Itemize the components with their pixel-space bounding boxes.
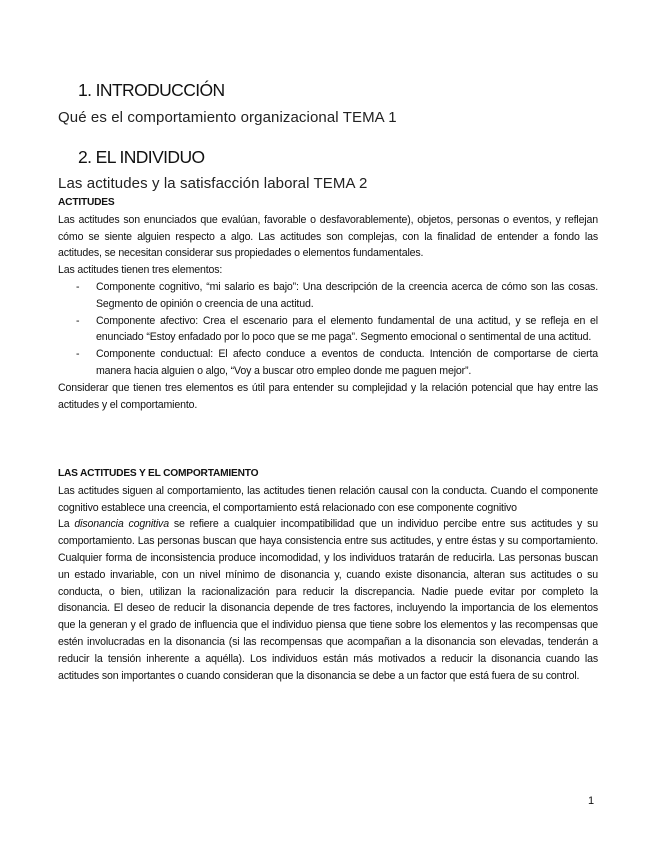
- subheading-tema-2: Las actitudes y la satisfacción laboral TEMA 2: [58, 175, 368, 192]
- section-label-actitudes: ACTITUDES: [58, 197, 115, 208]
- disonancia-prefix: La: [58, 518, 75, 531]
- list-item: [58, 346, 598, 380]
- section-actitudes: [58, 195, 598, 413]
- list-item-text-afectivo: Componente afectivo: Crea el escenario para el elemento fundamental de una actitud, y se refleja en el enunciado “Estoy enfadado por lo poco que se me paga”. Segmento emocional o sentimental de una actitud.: [96, 314, 598, 344]
- paragraph-actitudes-siguen: Las actitudes siguen al comportamiento, las actitudes tienen relación causal con la conducta. Cuando el componente cognitivo establece una creencia, el comportamiento está relacionado con ese componente cognitivo: [58, 484, 598, 514]
- list-item: [58, 313, 598, 347]
- heading-introduccion: 1. INTRODUCCIÓN: [78, 80, 225, 100]
- list-item: [58, 279, 598, 313]
- page-number: 1: [588, 795, 595, 807]
- heading-el-individuo: 2. EL INDIVIDUO: [78, 147, 205, 167]
- subheading-tema-1: Qué es el comportamiento organizacional TEMA 1: [58, 109, 397, 126]
- dash-bullet: -: [76, 348, 80, 361]
- paragraph-actitudes-definicion: Las actitudes son enunciados que evalúan, favorable o desfavorablemente), objetos, personas o eventos, y reflejan cómo se siente alguien respecto a algo. Las actitudes son complejas, con la finalidad de entender a fondo las actitudes, se necesitan considerar sus propiedades o elementos fundamentales.: [58, 213, 598, 260]
- dash-bullet: -: [76, 314, 80, 327]
- term-disonancia-cognitiva: disonancia cognitiva: [74, 518, 169, 531]
- paragraph-actitudes-elementos: Las actitudes tienen tres elementos:: [58, 264, 223, 277]
- paragraph-disonancia-cognitiva: [58, 516, 598, 684]
- list-item-text-cognitivo: Componente cognitivo, “mi salario es bajo”: Una descripción de la creencia acerca de cómo son las cosas. Segmento de opinión o creencia de una actitud.: [96, 280, 598, 310]
- list-item-text-conductual: Componente conductual: El afecto conduce a eventos de conducta. Intención de comportarse de cierta manera hacia alguien o algo, “Voy a buscar otro empleo donde me paguen mejor”.: [96, 348, 598, 377]
- list-componentes: [58, 279, 598, 380]
- section-comportamiento: [58, 466, 598, 684]
- section-label-comportamiento: LAS ACTITUDES Y EL COMPORTAMIENTO: [58, 468, 259, 479]
- disonancia-text: se refiere a cualquier incompatibilidad que un individuo percibe entre sus actitudes y su comportamiento. Las personas buscan que haya consistencia entre sus actitudes, y entre éstas y su comportamiento. Cualquier forma de inconsistencia produce incomodidad, y los individuos tratarán de reducirla. Las personas buscan un estado invariable, con un nivel mínimo de disonancia y, cuando existe disonancia, alteran sus actitudes o su conducta, o bien, utilizan la racionalización para reducir la discrepancia. Nadie puede evitar por completo la disonancia. El deseo de reducir la disonancia depende de tres factores, incluyendo la importancia de los elementos que la generan y el grado de influencia que el individuo piensa que tiene sobre los elementos y las recompensas que estén involucradas en la disonancia (si las recompensas que acompañan a la disonancia son elevadas, tenderán a reducir la tensión inherente a aquélla). Los individuos están más motivados a reducir la disonancia cuando las actitudes son importantes o cuando consideran que la disonancia se debe a un factor que está fuera de su control.: [58, 518, 598, 682]
- paragraph-actitudes-conclusion: Considerar que tienen tres elementos es útil para entender su complejidad y la relación potencial que hay entre las actitudes y el comportamiento.: [58, 381, 598, 411]
- dash-bullet: -: [76, 280, 80, 293]
